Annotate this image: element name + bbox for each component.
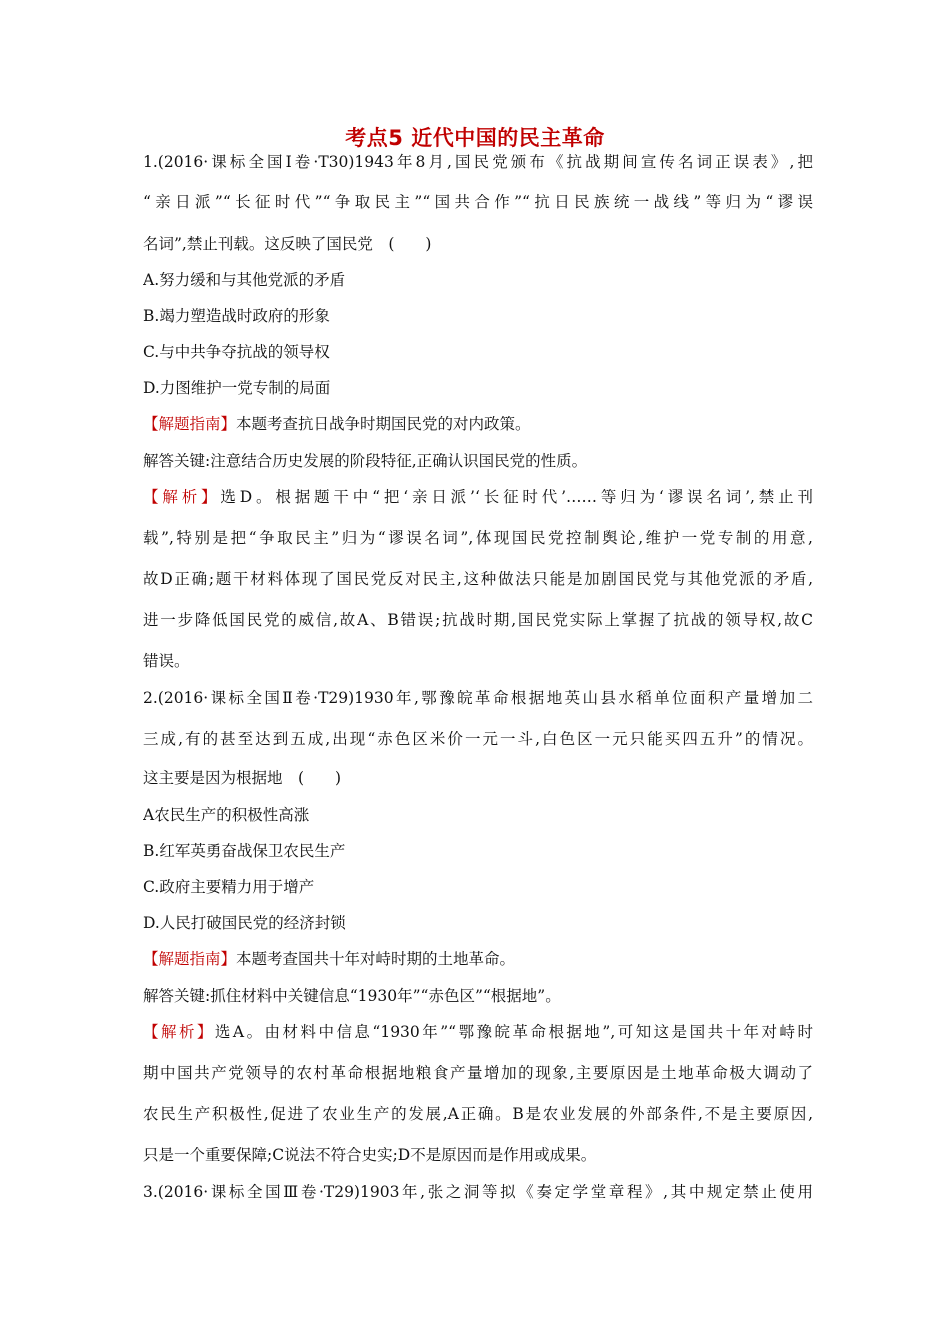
question-1-option-b: B.竭力塑造战时政府的形象 <box>143 307 330 325</box>
question-1-option-a: A.努力缓和与其他党派的矛盾 <box>143 271 346 289</box>
question-1-analysis-line-2: 载”,特别是把“争取民主”归为“谬误名词”,体现国民党控制舆论,维护一党专制的用意, <box>143 529 813 547</box>
question-2-analysis-line-3: 农民生产积极性,促进了农业生产的发展,A正确。B是农业发展的外部条件,不是主要原因, <box>143 1105 813 1123</box>
question-1-analysis-line-5: 错误。 <box>143 652 190 670</box>
question-2-stem-line-3: 这主要是因为根据地 ( ) <box>143 769 342 787</box>
guide-tag: 【解题指南】 <box>143 950 237 968</box>
question-1-stem-line-1: 1.(2016·课标全国Ⅰ卷·T30)1943年8月,国民党颁布《抗战期间宣传名词正误表》,把 <box>143 153 813 171</box>
guide-text: 本题考查抗日战争时期国民党的对内政策。 <box>236 415 531 433</box>
analysis-tag: 【解析】 <box>143 488 221 506</box>
question-3-stem-line-1: 3.(2016·课标全国Ⅲ卷·T29)1903年,张之洞等拟《奏定学堂章程》,其中规定禁止使用 <box>143 1183 813 1201</box>
question-2-option-b: B.红军英勇奋战保卫农民生产 <box>143 842 346 860</box>
question-1-stem-line-3: 名词”,禁止刊载。这反映了国民党 ( ) <box>143 235 432 253</box>
question-1-option-d: D.力图维护一党专制的局面 <box>143 379 331 397</box>
analysis-tag: 【解析】 <box>143 1023 215 1041</box>
question-2-analysis-line-1 <box>143 1021 813 1043</box>
analysis-text: 选A。由材料中信息“1930年”“鄂豫皖革命根据地”,可知这是国共十年对峙时 <box>214 1023 813 1041</box>
guide-text: 本题考查国共十年对峙时期的土地革命。 <box>236 950 516 968</box>
question-2-option-d: D.人民打破国民党的经济封锁 <box>143 914 346 932</box>
question-2-stem-line-2: 三成,有的甚至达到五成,出现“赤色区米价一元一斗,白色区一元只能买四五升”的情况。 <box>143 730 813 748</box>
question-1-key: 解答关键:注意结合历史发展的阶段特征,正确认识国民党的性质。 <box>143 452 588 470</box>
question-2-guide <box>143 948 813 970</box>
question-2-key: 解答关键:抓住材料中关键信息“1930年”“赤色区”“根据地”。 <box>143 987 561 1005</box>
question-1-analysis-line-3: 故D正确;题干材料体现了国民党反对民主,这种做法只能是加剧国民党与其他党派的矛盾, <box>143 570 813 588</box>
question-1-stem-line-2: “亲日派”“长征时代”“争取民主”“国共合作”“抗日民族统一战线”等归为“谬误 <box>143 193 813 211</box>
question-1-option-c: C.与中共争夺抗战的领导权 <box>143 343 330 361</box>
question-2-option-c: C.政府主要精力用于增产 <box>143 878 315 896</box>
question-1-analysis-line-4: 进一步降低国民党的威信,故A、B错误;抗战时期,国民党实际上掌握了抗战的领导权,故C <box>143 611 813 629</box>
analysis-text: 选D。根据题干中“把‘亲日派’‘长征时代’……等归为‘谬误名词’,禁止刊 <box>220 488 813 506</box>
question-1-guide <box>143 413 813 435</box>
question-2-stem-line-1: 2.(2016·课标全国Ⅱ卷·T29)1930年,鄂豫皖革命根据地英山县水稻单位面积产量增加二 <box>143 689 813 707</box>
question-1-analysis-line-1 <box>143 486 813 508</box>
question-2-analysis-line-4: 只是一个重要保障;C说法不符合史实;D不是原因而是作用或成果。 <box>143 1146 597 1164</box>
question-2-option-a: A农民生产的积极性高涨 <box>143 806 310 824</box>
question-2-analysis-line-2: 期中国共产党领导的农村革命根据地粮食产量增加的现象,主要原因是土地革命极大调动了 <box>143 1064 813 1082</box>
page-title: 考点5 近代中国的民主革命 <box>345 126 605 150</box>
guide-tag: 【解题指南】 <box>143 415 237 433</box>
